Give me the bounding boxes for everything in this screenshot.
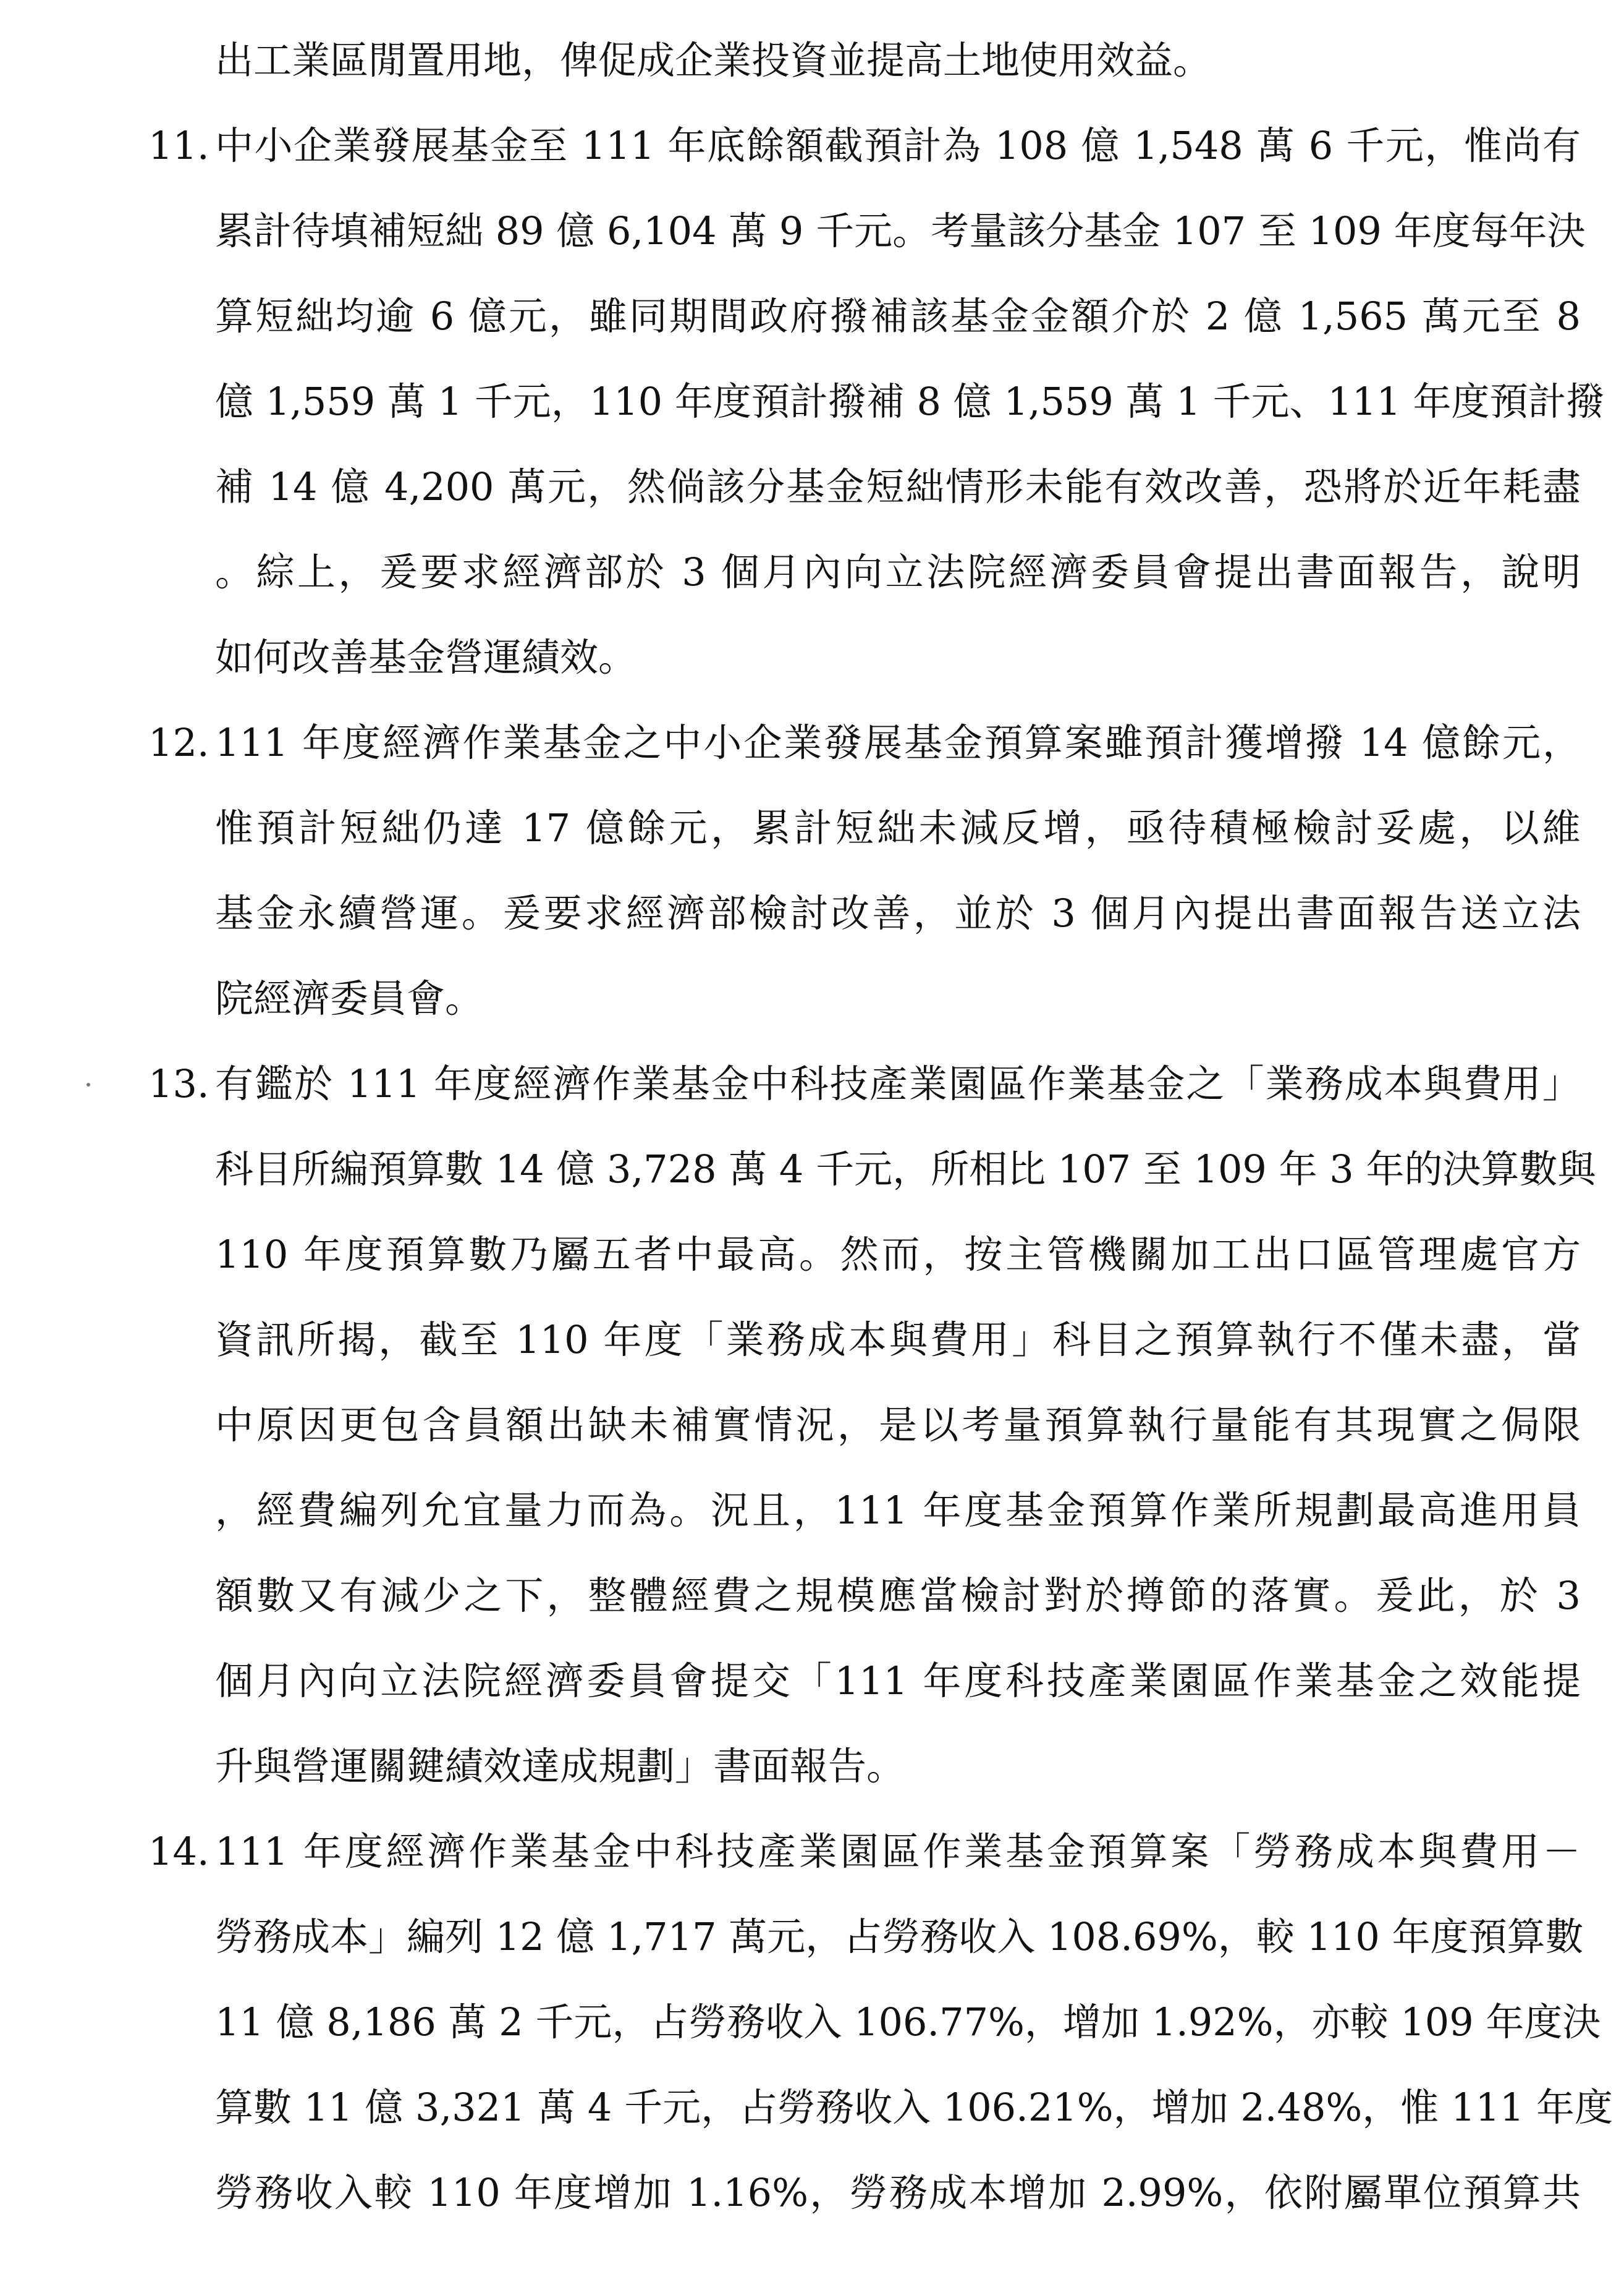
paragraph-line: 11 億 8,186 萬 2 千元，占勞務收入 106.77%，增加 1.92%，亦較 109 年度決 bbox=[215, 1999, 1601, 2045]
paragraph-line: ，經費編列允宜量力而為。況且，111 年度基金預算作業所規劃最高進用員 bbox=[215, 1488, 1581, 1533]
paragraph-line: 勞務成本」編列 12 億 1,717 萬元，占勞務收入 108.69%，較 110 年度預算數 bbox=[215, 1914, 1584, 1959]
scan-speck bbox=[87, 1083, 90, 1087]
paragraph-line: 資訊所揭，截至 110 年度「業務成本與費用」科目之預算執行不僅未盡，當 bbox=[215, 1317, 1581, 1362]
paragraph-line: 升與營運關鍵績效達成規劃」書面報告。 bbox=[215, 1744, 905, 1789]
item-number: 11. bbox=[148, 123, 209, 168]
paragraph-line: 如何改善基金營運績效。 bbox=[215, 635, 637, 680]
paragraph-line: 有鑑於 111 年度經濟作業基金中科技產業園區作業基金之「業務成本與費用」 bbox=[215, 1061, 1581, 1106]
paragraph-line: 累計待填補短絀 89 億 6,104 萬 9 千元。考量該分基金 107 至 109 年度每年決 bbox=[215, 208, 1586, 253]
paragraph-line: 中小企業發展基金至 111 年底餘額截預計為 108 億 1,548 萬 6 千元，惟尚有 bbox=[215, 123, 1581, 168]
paragraph-line: 科目所編預算數 14 億 3,728 萬 4 千元，所相比 107 至 109 年 3 年的決算數與 bbox=[215, 1147, 1596, 1192]
paragraph-line: 補 14 億 4,200 萬元，然倘該分基金短絀情形未能有效改善，恐將於近年耗盡 bbox=[215, 464, 1581, 509]
paragraph-line: 勞務收入較 110 年度增加 1.16%，勞務成本增加 2.99%，依附屬單位預算共 bbox=[215, 2170, 1581, 2215]
paragraph-line: 億 1,559 萬 1 千元，110 年度預計撥補 8 億 1,559 萬 1 千元、111 年度預計撥 bbox=[215, 379, 1605, 424]
paragraph-line: 基金永續營運。爰要求經濟部檢討改善，並於 3 個月內提出書面報告送立法 bbox=[215, 891, 1581, 936]
paragraph-line: 惟預計短絀仍達 17 億餘元，累計短絀未減反增，亟待積極檢討妥處，以維 bbox=[215, 805, 1581, 850]
paragraph-line: 111 年度經濟作業基金中科技產業園區作業基金預算案「勞務成本與費用－ bbox=[215, 1829, 1581, 1874]
item-number: 12. bbox=[148, 720, 209, 765]
paragraph-line: 111 年度經濟作業基金之中小企業發展基金預算案雖預計獲增撥 14 億餘元， bbox=[215, 720, 1581, 765]
paragraph-line: 中原因更包含員額出缺未補實情況，是以考量預算執行量能有其現實之侷限 bbox=[215, 1402, 1581, 1448]
paragraph-line: 110 年度預算數乃屬五者中最高。然而，按主管機關加工出口區管理處官方 bbox=[215, 1232, 1581, 1277]
paragraph-line: 算短絀均逾 6 億元，雖同期間政府撥補該基金金額介於 2 億 1,565 萬元至 8 bbox=[215, 294, 1581, 339]
paragraph-line: 出工業區閒置用地，俾促成企業投資並提高土地使用效益。 bbox=[215, 38, 1212, 83]
item-number: 13. bbox=[148, 1061, 209, 1106]
paragraph-line: 個月內向立法院經濟委員會提交「111 年度科技產業園區作業基金之效能提 bbox=[215, 1658, 1581, 1703]
item-number: 14. bbox=[148, 1829, 209, 1874]
paragraph-line: 額數又有減少之下，整體經費之規模應當檢討對於撙節的落實。爰此，於 3 bbox=[215, 1573, 1581, 1618]
paragraph-line: 院經濟委員會。 bbox=[215, 976, 484, 1021]
paragraph-line: 。綜上，爰要求經濟部於 3 個月內向立法院經濟委員會提出書面報告，說明 bbox=[215, 549, 1581, 595]
paragraph-line: 算數 11 億 3,321 萬 4 千元，占勞務收入 106.21%，增加 2.48%，惟 111 年度 bbox=[215, 2085, 1613, 2130]
